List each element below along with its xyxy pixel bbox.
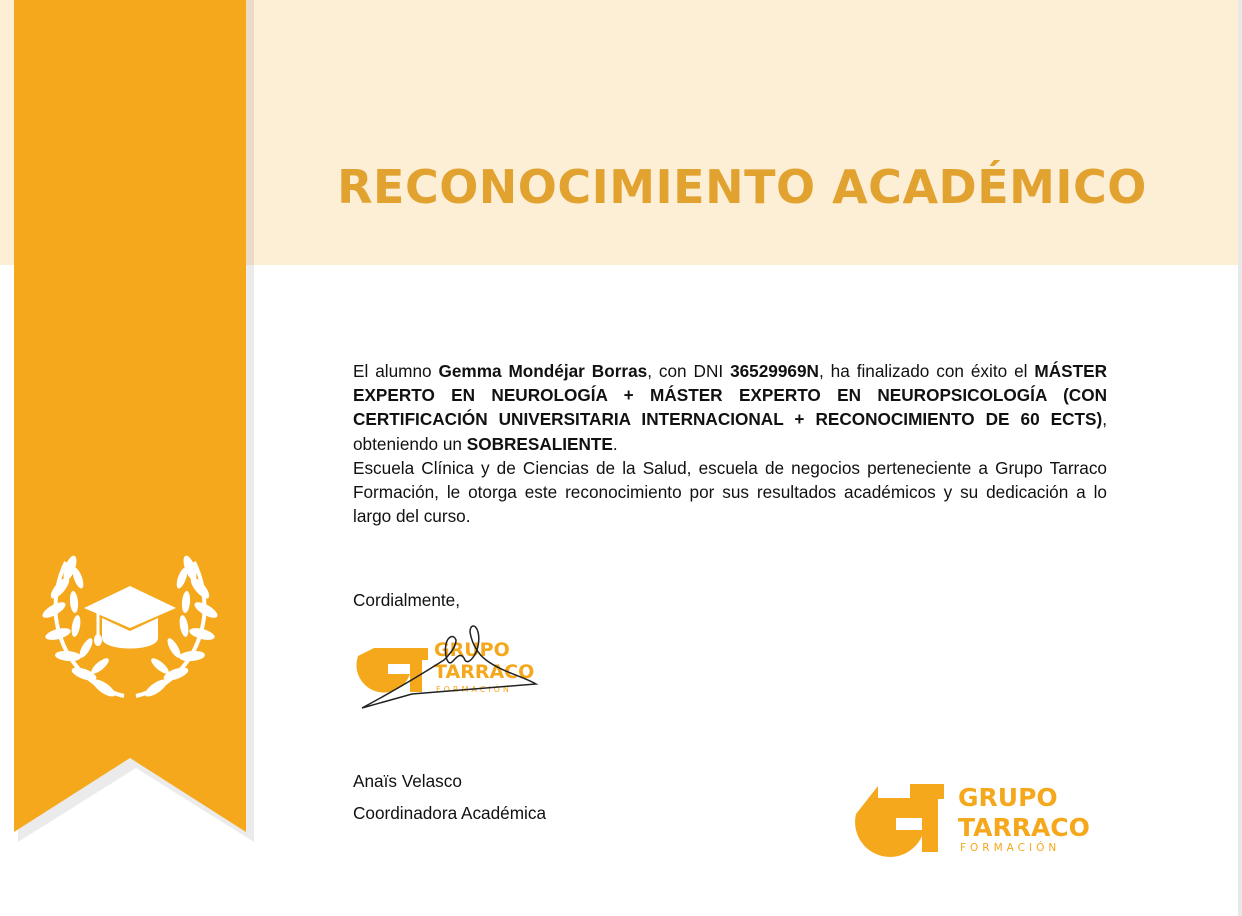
signer-name: Anaïs Velasco	[353, 771, 462, 791]
finished-text: , ha finalizado con éxito el	[818, 361, 1035, 381]
school-paragraph: Escuela Clínica y de Ciencias de la Salud, escuela de negocios perteneciente a Grupo Tarraco Formación, le otorga este reconocimiento por sus resultados académicos y su dedicación a lo largo del curso.	[353, 457, 1107, 527]
intro-text: El alumno	[353, 361, 439, 381]
dni-value: 36529969N	[730, 361, 819, 381]
page-edge	[1238, 0, 1242, 916]
graduation-cap-laurel-icon	[40, 548, 220, 708]
stamp-logo-line1: GRUPO	[434, 639, 510, 661]
logo-mark	[855, 784, 944, 857]
logo-line2: TARRACO	[958, 813, 1090, 842]
grade-value: SOBRESALIENTE	[466, 433, 613, 454]
student-name: Gemma Mondéjar Borras	[438, 361, 648, 381]
stamp-logo-mark	[356, 648, 428, 693]
certificate-body	[353, 359, 1107, 528]
grupo-tarraco-logo	[852, 778, 1102, 858]
grade-intro: , obteniendo un	[353, 409, 1107, 454]
program-name: MÁSTER EXPERTO EN NEUROLOGÍA + MÁSTER EXPERTO EN NEUROPSICOLOGÍA (CON CERTIFICACIÓN UNIVERSITARIA INTERNACIONAL + RECONOCIMIENTO DE 60 ECTS)	[353, 361, 1107, 430]
logo-line1: GRUPO	[958, 783, 1058, 812]
logo-line3: FORMACIÓN	[960, 842, 1061, 854]
stamp-logo-line3: FORMACIÓN	[436, 685, 512, 694]
signature-stamp	[352, 612, 542, 716]
closing-greeting: Cordialmente,	[353, 590, 460, 610]
signer-role: Coordinadora Académica	[353, 803, 546, 823]
award-statement	[353, 359, 1107, 456]
dni-label: , con DNI	[647, 361, 731, 381]
grade-end: .	[612, 433, 618, 454]
stamp-logo-line2: TARRACO	[434, 661, 535, 683]
certificate-title: RECONOCIMIENTO ACADÉMICO	[337, 160, 1147, 214]
